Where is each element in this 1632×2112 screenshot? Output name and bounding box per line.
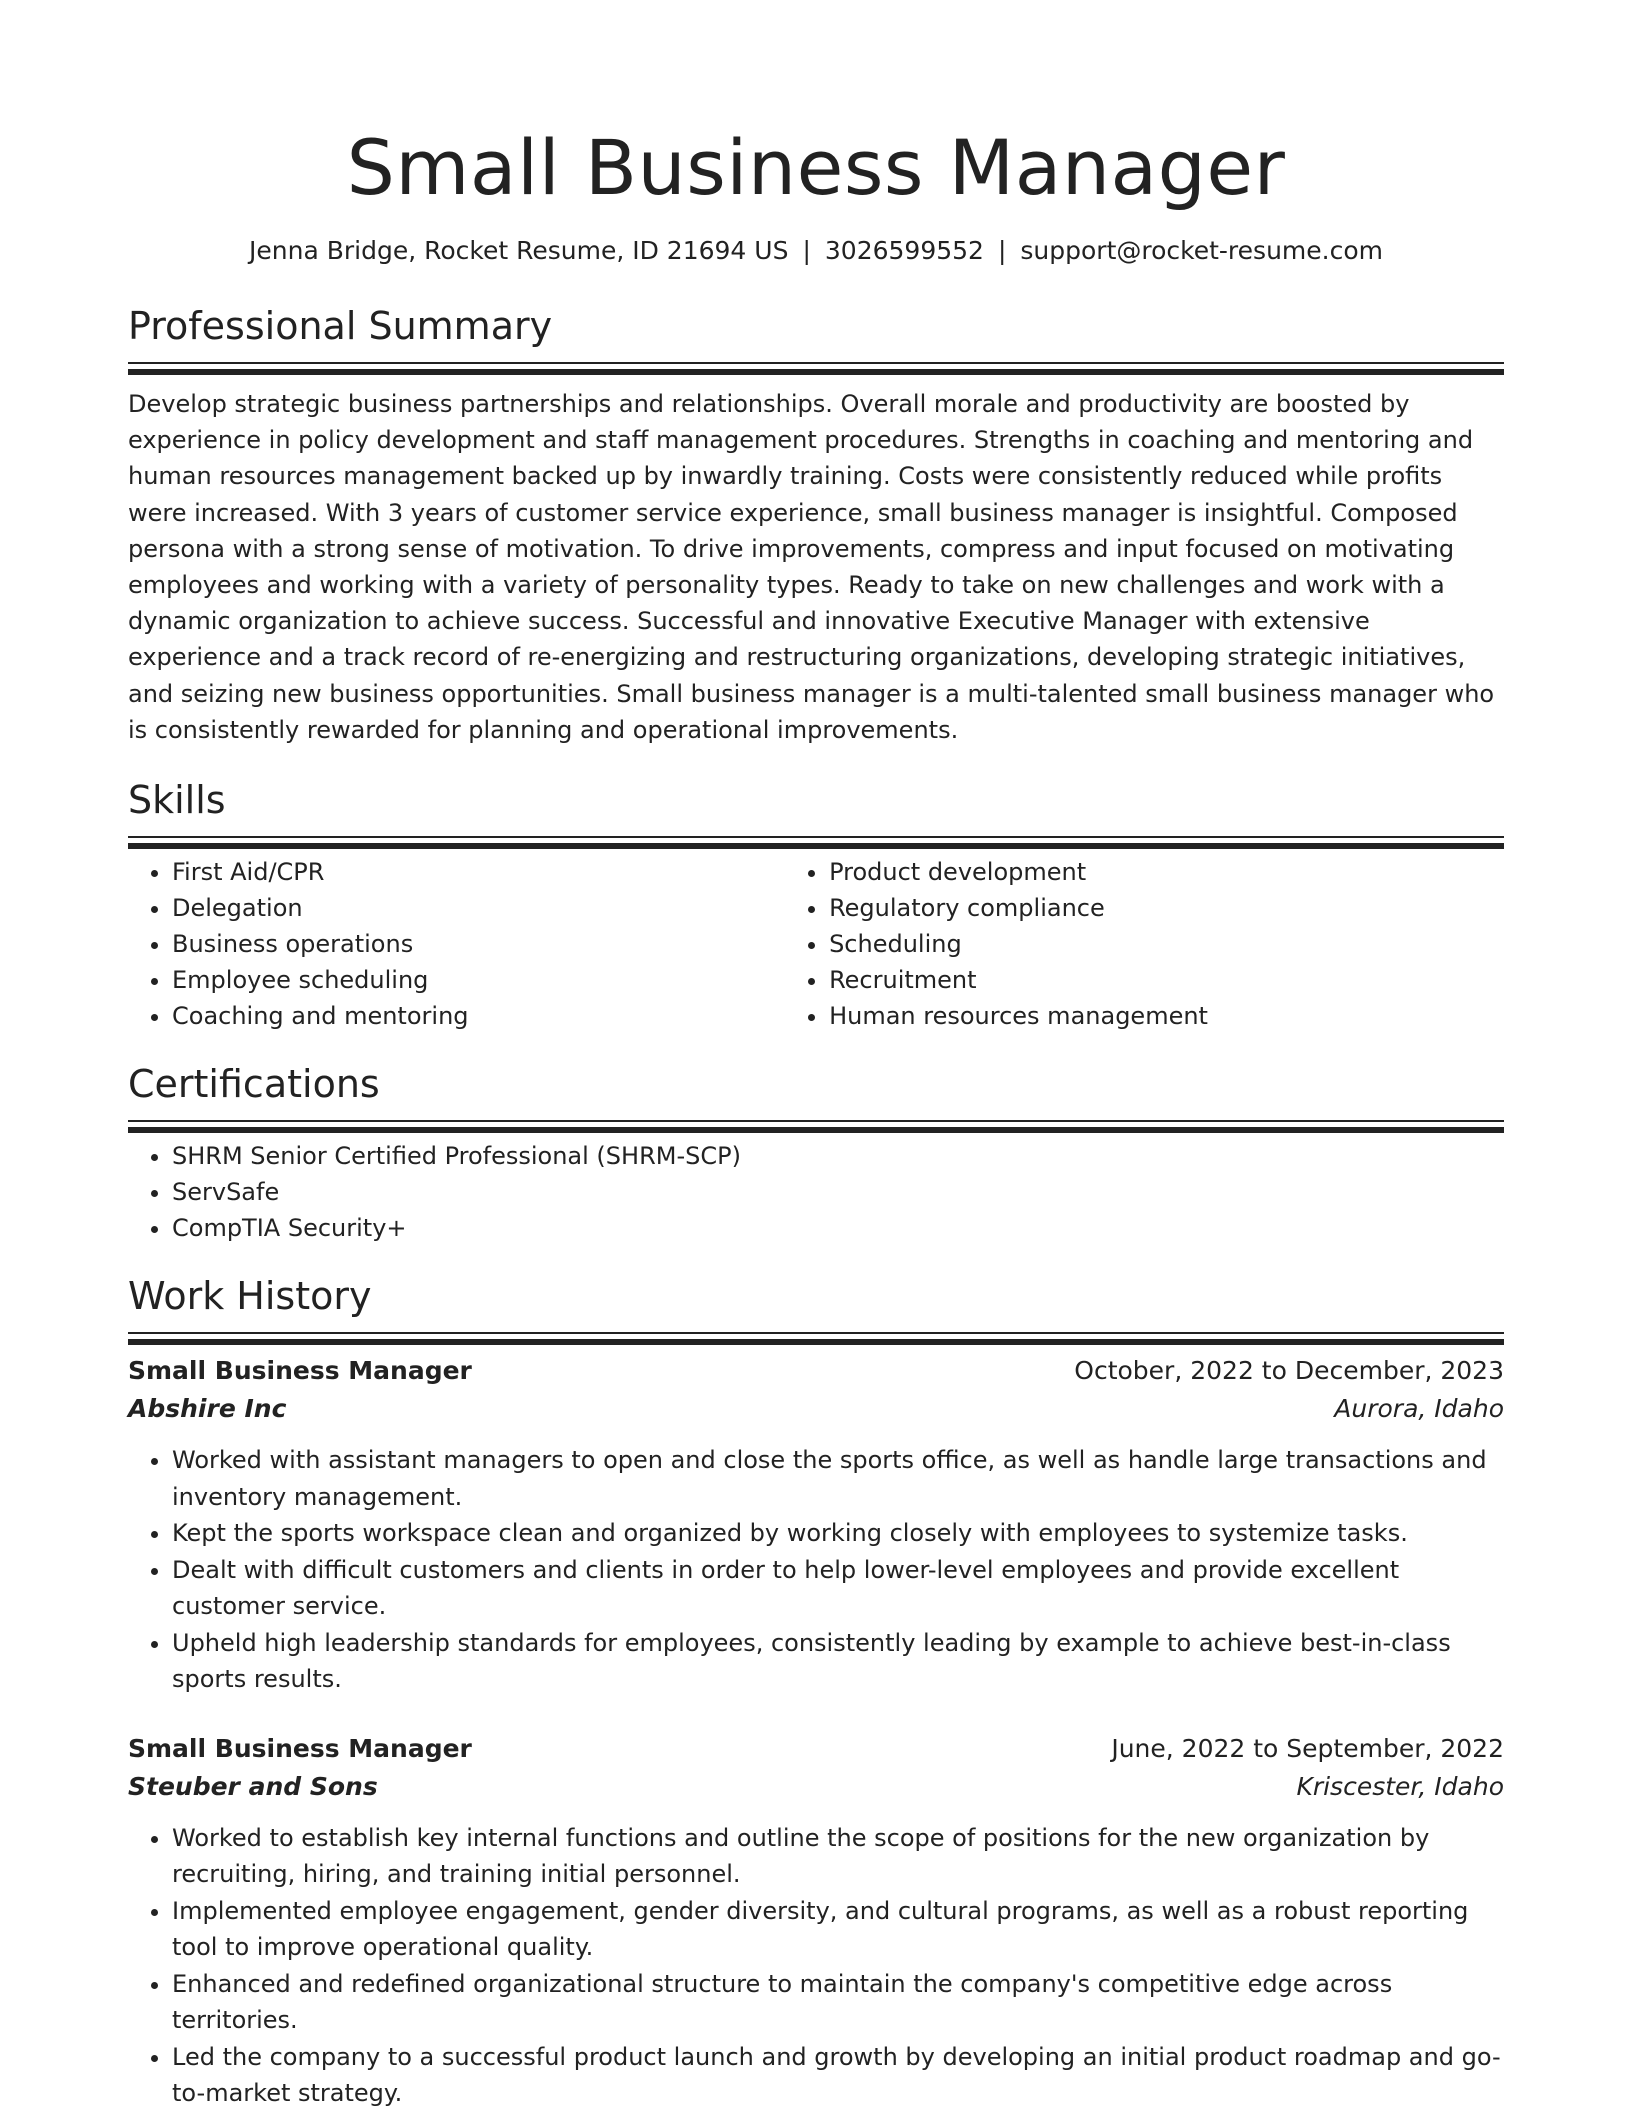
job-bullet: • Dealt with difficult customers and clients in order to help lower-level employees and provide excellent customer service. [172,1552,1504,1625]
certification-item: • CompTIA Security+ [172,1210,1504,1246]
resume-page [128,0,1504,2112]
contact-line [128,234,1504,268]
job-bullet: • Led the company to a successful product launch and growth by developing an initial product roadmap and go-to-market strategy. [172,2039,1504,2112]
skills-list [128,854,1504,1034]
job-entry [128,1730,1504,2112]
skill-item: • Employee scheduling [172,962,785,998]
job-company: Steuber and Sons [128,1771,378,1801]
certification-item: • SHRM Senior Certified Professional (SHRM-SCP) [172,1138,1504,1174]
job-bullet: • Worked with assistant managers to open and close the sports office, as well as handle large transactions and inventory management. [172,1442,1504,1515]
skill-item: • Scheduling [829,926,1504,962]
contact-email: support@rocket-resume.com [1020,236,1383,265]
summary-section [128,302,1504,748]
skill-item: • Regulatory compliance [829,890,1504,926]
certification-item: • ServSafe [172,1174,1504,1210]
skill-item: • Product development [829,854,1504,890]
job-dates: June, 2022 to September, 2022 [1111,1733,1504,1763]
skill-item: • Business operations [172,926,785,962]
job-bullet: • Enhanced and redefined organizational structure to maintain the company's competitive edge across territories. [172,1966,1504,2039]
certifications-section [128,1060,1504,1246]
section-title-skills: Skills [128,778,226,823]
job-bullet: • Worked to establish key internal functions and outline the scope of positions for the new organization by recruiting, hiring, and training initial personnel. [172,1820,1504,1893]
job-bullet: • Implemented employee engagement, gender diversity, and cultural programs, as well as a robust reporting tool to improve operational quality. [172,1893,1504,1966]
skill-item: • Recruitment [829,962,1504,998]
job-location: Aurora, Idaho [1334,1394,1504,1424]
contact-location: Jenna Bridge, Rocket Resume, ID 21694 US [249,236,789,265]
job-bullets [128,1820,1504,2112]
section-divider [128,1332,1504,1334]
skill-item: • Coaching and mentoring [172,998,785,1034]
job-bullets [128,1442,1504,1698]
summary-text: Develop strategic business partnerships and relationships. Overall morale and productivity are boosted by experience in policy development and staff management procedures. Strengths in coaching and mentoring and human resources management backed up by inwardly training. Costs were consistently reduced while profits were increased. With 3 years of customer service experience, small business manager is insightful. Composed persona with a strong sense of motivation. To drive improvements, compress and input focused on motivating employees and working with a variety of personality types. Ready to take on new challenges and work with a dynamic organization to achieve success. Successful and innovative Executive Manager with extensive experience and a track record of re-energizing and restructuring organizations, developing strategic initiatives, and seizing new business opportunities. Small business manager is a multi-talented small business manager who is consistently rewarded for planning and operational improvements. [128,390,1495,744]
certifications-list [128,1138,1504,1246]
job-subheader [128,1768,1504,1806]
contact-phone: 3026599552 [824,236,984,265]
contact-separator: | [997,236,1007,265]
skills-column-right [785,854,1504,1034]
section-title-work-history: Work History [128,1274,372,1319]
job-dates: October, 2022 to December, 2023 [1074,1356,1504,1386]
contact-separator: | [802,236,811,265]
skill-item: • Human resources management [829,998,1504,1034]
section-divider [128,1120,1504,1122]
job-header [128,1730,1504,1768]
section-divider [128,362,1504,364]
section-title-certifications: Certifications [128,1062,380,1107]
skill-item: • Delegation [172,890,785,926]
job-title: Small Business Manager [128,1733,472,1763]
resume-name: Small Business Manager [346,123,1286,212]
section-divider [128,836,1504,838]
job-bullet: • Upheld high leadership standards for employees, consistently leading by example to achieve best-in-class sports results. [172,1625,1504,1698]
skills-column-left [128,854,785,1034]
job-entry [128,1352,1504,1698]
work-history-section [128,1272,1504,2112]
job-header [128,1352,1504,1390]
job-subheader [128,1390,1504,1428]
section-title-summary: Professional Summary [128,304,553,348]
job-location: Kriscester, Idaho [1296,1771,1504,1801]
job-title: Small Business Manager [128,1356,472,1386]
skills-section [128,776,1504,1034]
skill-item: • First Aid/CPR [172,854,785,890]
job-bullet: • Kept the sports workspace clean and organized by working closely with employees to systemize tasks. [172,1515,1504,1552]
job-company: Abshire Inc [128,1394,287,1424]
